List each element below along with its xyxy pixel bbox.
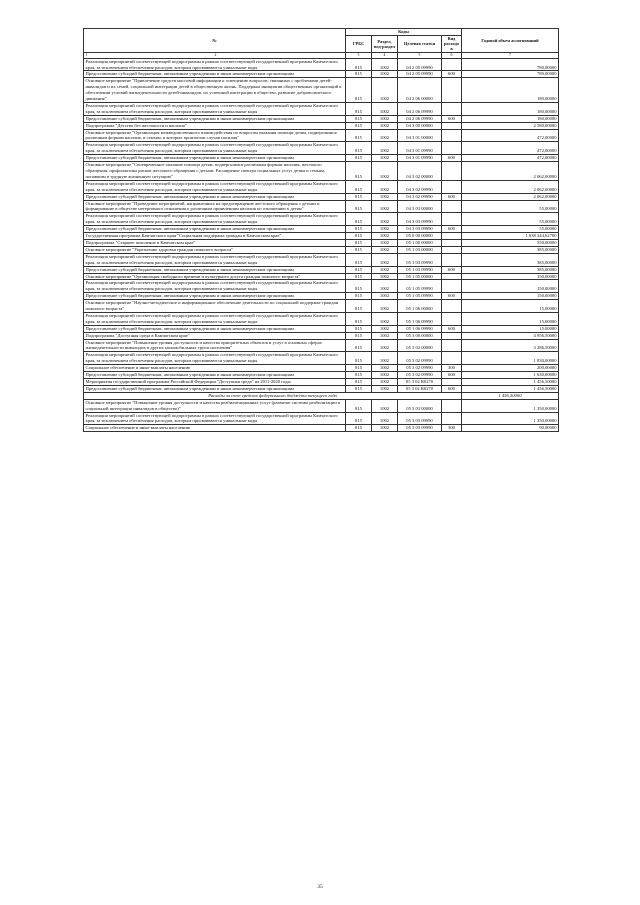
row-name: Реализация мероприятий соответствующей подпрограммы в рамках соответствующей государственной программы Камчатского края, за исключением обеспечения расходов, которым присваиваются уникальные коды	[84, 180, 346, 193]
row-name: Реализация мероприятий соответствующей подпрограммы в рамках соответствующей государственной программы Камчатского края, за исключением обеспечения расходов, которым присваиваются уникальные коды	[84, 102, 346, 115]
row-sum: 2 062,00000	[462, 162, 559, 181]
row-name: Предоставление субсидий бюджетным, автономным учреждениям и иным некоммерческим организациям	[84, 325, 346, 332]
row-name: Предоставление субсидий бюджетным, автономным учреждениям и иным некоммерческим организациям	[84, 266, 346, 273]
row-section: 1002	[372, 226, 398, 233]
row-section: 1002	[372, 300, 398, 313]
row-section: 1002	[372, 162, 398, 181]
row-target: 04 2 06 00000	[398, 78, 442, 103]
row-section: 1002	[372, 412, 398, 425]
row-sum: 4 956,50000	[462, 332, 559, 339]
row-section: 1002	[372, 293, 398, 300]
row-target: 04 2 06 09990	[398, 115, 442, 122]
table-row	[84, 233, 559, 240]
row-name: Предоставление субсидий бюджетным, автономным учреждениям и иным некоммерческим организациям	[84, 155, 346, 162]
row-target: 05 3 02 09990	[398, 352, 442, 365]
row-section: 1002	[372, 233, 398, 240]
row-target: 04 3 02 09990	[398, 193, 442, 200]
row-sum: 472,00000	[462, 142, 559, 155]
row-sum: 200,00000	[462, 365, 559, 372]
row-sum: 150,00000	[462, 293, 559, 300]
row-target: 04 2 06 09990	[398, 102, 442, 115]
row-name: Социальное обеспечение и иные выплаты населению	[84, 425, 346, 432]
row-vr	[442, 273, 462, 280]
row-grbs: 815	[346, 325, 372, 332]
row-name: Государственная программа Камчатского края "Социальная поддержка граждан в Камчатском крае"	[84, 233, 346, 240]
table-row	[84, 273, 559, 280]
row-section: 1002	[372, 312, 398, 325]
table-row	[84, 226, 559, 233]
table-row	[84, 266, 559, 273]
row-grbs: 815	[346, 399, 372, 412]
row-grbs: 815	[346, 213, 372, 226]
row-sum: 1 350,00000	[462, 412, 559, 425]
row-section: 1002	[372, 372, 398, 379]
row-grbs: 815	[346, 78, 372, 103]
row-vr	[442, 122, 462, 129]
table-row	[84, 365, 559, 372]
row-sum: 385,00000	[462, 246, 559, 253]
row-section: 1002	[372, 273, 398, 280]
row-grbs: 815	[346, 233, 372, 240]
table-row	[84, 115, 559, 122]
row-grbs: 815	[346, 293, 372, 300]
table-row	[84, 332, 559, 339]
table-row	[84, 246, 559, 253]
row-sum: 55,00000	[462, 213, 559, 226]
row-target: 05 1 00 00000	[398, 239, 442, 246]
row-vr: 300	[442, 425, 462, 432]
row-name: Мероприятия государственной программы Российской Федерации "Доступная среда" на 2011-2020 годы	[84, 379, 346, 386]
index-cell: 3	[346, 52, 372, 58]
row-target: 05 3 02 R0270	[398, 385, 442, 392]
table-row	[84, 180, 559, 193]
row-sum: 15,00000	[462, 300, 559, 313]
row-sum: 1 638 344,62700	[462, 233, 559, 240]
table-row	[84, 102, 559, 115]
table-row	[84, 425, 559, 432]
row-name: Основное мероприятие "Своевременное оказание помощи детям, подвергшимся различным формам насилия, жестокого обращения, профилактика рисков жестокого обращения с детьми. Расширение спектра социальных услуг детям и семьям, попавшим в трудную жизненную ситуацию"	[84, 162, 346, 181]
row-vr	[442, 246, 462, 253]
row-grbs: 815	[346, 266, 372, 273]
row-name: Основное мероприятие "Повышение уровня доступности и качества реабилитационных услуг (развитие системы реабилитации и социальной интеграции инвалидов в общество)"	[84, 399, 346, 412]
row-vr	[442, 58, 462, 71]
row-section: 1002	[372, 365, 398, 372]
row-vr	[442, 379, 462, 386]
table-row	[84, 293, 559, 300]
row-section: 1002	[372, 253, 398, 266]
row-target: 04 3 03 09990	[398, 226, 442, 233]
row-section: 1002	[372, 379, 398, 386]
row-section: 1002	[372, 339, 398, 352]
row-grbs: 815	[346, 425, 372, 432]
row-sum: 780,00000	[462, 58, 559, 71]
row-name: Реализация мероприятий соответствующей подпрограммы в рамках соответствующей государственной программы Камчатского края, за исключением обеспечения расходов, которым присваиваются уникальные коды	[84, 213, 346, 226]
row-grbs: 815	[346, 122, 372, 129]
row-grbs: 815	[346, 200, 372, 213]
table-row	[84, 142, 559, 155]
row-target: 05 1 05 09990	[398, 293, 442, 300]
row-name: Подпрограмма "Старшее поколение в Камчатском крае"	[84, 239, 346, 246]
row-sum: 1 350,00000	[462, 399, 559, 412]
row-target: 04 3 00 00000	[398, 122, 442, 129]
row-section: 1002	[372, 155, 398, 162]
row-section: 1002	[372, 71, 398, 78]
row-name: Предоставление субсидий бюджетным, автономным учреждениям и иным некоммерческим организациям	[84, 226, 346, 233]
row-vr	[442, 78, 462, 103]
table-row	[84, 155, 559, 162]
table-row	[84, 325, 559, 332]
row-sum: 1 456,50000	[462, 392, 559, 399]
row-section: 1002	[372, 78, 398, 103]
page-number: 35	[317, 884, 323, 890]
row-sum: 385,00000	[462, 253, 559, 266]
row-target: 05 3 02 R0270	[398, 379, 442, 386]
row-grbs: 815	[346, 379, 372, 386]
row-vr	[442, 102, 462, 115]
row-grbs: 815	[346, 115, 372, 122]
row-sum: 150,00000	[462, 280, 559, 293]
header-codes: Коды	[346, 29, 462, 36]
row-grbs: 815	[346, 300, 372, 313]
row-grbs: 815	[346, 365, 372, 372]
row-name: Реализация мероприятий соответствующей подпрограммы в рамках соответствующей государственной программы Камчатского края, за исключением обеспечения расходов, которым присваиваются уникальные коды	[84, 58, 346, 71]
row-target: 05 1 05 09990	[398, 280, 442, 293]
row-target: 04 3 03 00000	[398, 200, 442, 213]
row-sum: 180,00000	[462, 115, 559, 122]
row-grbs: 815	[346, 129, 372, 142]
row-section: 1002	[372, 58, 398, 71]
row-grbs: 815	[346, 412, 372, 425]
row-sum: 55,00000	[462, 200, 559, 213]
row-sum: 1 456,50000	[462, 385, 559, 392]
row-target: 05 1 06 00000	[398, 300, 442, 313]
row-sum: 90,00000	[462, 425, 559, 432]
row-section: 1002	[372, 352, 398, 365]
row-target: 04 3 01 00000	[398, 129, 442, 142]
row-sum: 472,00000	[462, 155, 559, 162]
row-grbs: 815	[346, 280, 372, 293]
row-grbs: 815	[346, 332, 372, 339]
row-name: Подпрограмма "Доступная среда в Камчатском крае"	[84, 332, 346, 339]
row-grbs: 815	[346, 372, 372, 379]
row-name: Реализация мероприятий соответствующей подпрограммы в рамках соответствующей государственной программы Камчатского края, за исключением обеспечения расходов, которым присваиваются уникальные коды	[84, 312, 346, 325]
row-sum: 472,00000	[462, 129, 559, 142]
table-row	[84, 352, 559, 365]
row-name: Реализация мероприятий соответствующей подпрограммы в рамках соответствующей государственной программы Камчатского края, за исключением обеспечения расходов, которым присваиваются уникальные коды	[84, 253, 346, 266]
row-grbs: 815	[346, 246, 372, 253]
row-section: 1002	[372, 325, 398, 332]
table-row	[84, 312, 559, 325]
row-section: 1002	[372, 332, 398, 339]
row-target: 04 2 05 09990	[398, 58, 442, 71]
row-target: 04 3 03 09990	[398, 213, 442, 226]
row-vr	[442, 162, 462, 181]
index-cell: 5	[398, 52, 442, 58]
row-section: 1002	[372, 200, 398, 213]
row-vr: 600	[442, 155, 462, 162]
row-sum: 1 456,50000	[462, 379, 559, 386]
row-name: Основное мероприятие "Повышение уровня доступности и качества приоритетных объектов и услуг в основных сферах жизнедеятельности инвалидов и других маломобильных групп населения"	[84, 339, 346, 352]
row-section: 1002	[372, 142, 398, 155]
table-body	[84, 58, 559, 432]
row-vr: 600	[442, 226, 462, 233]
row-name: Основное мероприятие "Научно-методическое и информационное обеспечение деятельности по социальной поддержке граждан пожилого возраста"	[84, 300, 346, 313]
row-vr	[442, 339, 462, 352]
table-row	[84, 71, 559, 78]
row-target: 05 3 02 09990	[398, 365, 442, 372]
row-name: Предоставление субсидий бюджетным, автономным учреждениям и иным некоммерческим организациям	[84, 193, 346, 200]
table-row	[84, 339, 559, 352]
row-grbs: 815	[346, 180, 372, 193]
table-row	[84, 193, 559, 200]
row-name: Реализация мероприятий соответствующей подпрограммы в рамках соответствующей государственной программы Камчатского края, за исключением обеспечения расходов, которым присваиваются уникальные коды	[84, 280, 346, 293]
row-name: Основное мероприятие "Привлечение средств массовой информации к освещению вопросов, связанных с проблемами детей-инвалидов и их семей, социальной интеграции детей в общественную жизнь. Поддержка инициатив общественных организаций в обеспечении условий жизнедеятельности детей-инвалидов, их успешной интеграции в общество, развитие добровольческого движения"	[84, 78, 346, 103]
row-grbs: 815	[346, 226, 372, 233]
row-vr	[442, 352, 462, 365]
row-section: 1002	[372, 213, 398, 226]
row-grbs: 815	[346, 155, 372, 162]
row-target: 05 3 02 00000	[398, 339, 442, 352]
table-row	[84, 399, 559, 412]
table-row	[84, 280, 559, 293]
row-grbs: 815	[346, 273, 372, 280]
row-section: 1002	[372, 102, 398, 115]
row-target: 05 3 03 09990	[398, 425, 442, 432]
header-section: Раздел, под-раздел	[372, 36, 398, 53]
row-sum: 55,00000	[462, 226, 559, 233]
row-vr: 600	[442, 266, 462, 273]
row-section: 1002	[372, 385, 398, 392]
row-vr: 600	[442, 385, 462, 392]
row-target: 04 2 05 09990	[398, 71, 442, 78]
row-name: Предоставление субсидий бюджетным, автономным учреждениям и иным некоммерческим организациям	[84, 372, 346, 379]
row-name: Предоставление субсидий бюджетным, автономным учреждениям и иным некоммерческим организациям	[84, 293, 346, 300]
row-sum: 180,00000	[462, 102, 559, 115]
row-target: 04 3 01 09990	[398, 155, 442, 162]
row-vr: 600	[442, 372, 462, 379]
row-sum: 3 286,50000	[462, 339, 559, 352]
row-target: 05 3 02 09990	[398, 372, 442, 379]
row-sum: 385,00000	[462, 266, 559, 273]
row-grbs: 815	[346, 352, 372, 365]
row-vr	[442, 213, 462, 226]
row-vr: 300	[442, 365, 462, 372]
row-note: Расходы за счет средств федерального бюджета текущего года	[84, 392, 462, 399]
table-row	[84, 385, 559, 392]
row-vr	[442, 412, 462, 425]
index-cell: 4	[372, 52, 398, 58]
row-name: Основное мероприятие "Укрепление здоровья граждан пожилого возраста"	[84, 246, 346, 253]
index-cell: 2	[214, 53, 217, 58]
row-section: 1002	[372, 246, 398, 253]
row-section: 1002	[372, 193, 398, 200]
row-section: 1002	[372, 425, 398, 432]
table-row	[84, 162, 559, 181]
table-row	[84, 58, 559, 71]
row-name: Реализация мероприятий соответствующей подпрограммы в рамках соответствующей государственной программы Камчатского края, за исключением обеспечения расходов, которым присваиваются уникальные коды	[84, 412, 346, 425]
row-vr	[442, 180, 462, 193]
row-sum: 1 830,00000	[462, 352, 559, 365]
row-target: 05 1 03 09990	[398, 266, 442, 273]
row-name: Реализация мероприятий соответствующей подпрограммы в рамках соответствующей государственной программы Камчатского края, за исключением обеспечения расходов, которым присваиваются уникальные коды	[84, 352, 346, 365]
row-grbs: 815	[346, 58, 372, 71]
row-target: 04 3 02 09990	[398, 180, 442, 193]
row-vr	[442, 280, 462, 293]
row-grbs: 815	[346, 385, 372, 392]
row-name: Реализация мероприятий соответствующей подпрограммы в рамках соответствующей государственной программы Камчатского края, за исключением обеспечения расходов, которым присваиваются уникальные коды	[84, 142, 346, 155]
header-grbs: ГРБС	[346, 36, 372, 53]
row-grbs: 815	[346, 312, 372, 325]
row-name: Основное мероприятие "Организация межведомственного взаимодействия по вопросам оказания помощи детям, подвергшимся различным формам насилия, и семьям, в которых произошли случаи насилия"	[84, 129, 346, 142]
row-sum: 1 630,00000	[462, 372, 559, 379]
header-num: №	[84, 29, 346, 53]
row-section: 1002	[372, 129, 398, 142]
row-section: 1002	[372, 239, 398, 246]
table-row	[84, 78, 559, 103]
table-row	[84, 122, 559, 129]
row-name: Подпрограмма "Детство без жестокости и насилия"	[84, 122, 346, 129]
row-section: 1002	[372, 399, 398, 412]
table-header	[84, 29, 559, 59]
row-name: Предоставление субсидий бюджетным, автономным учреждениям и иным некоммерческим организациям	[84, 385, 346, 392]
row-target: 05 1 06 09990	[398, 312, 442, 325]
row-target: 05 3 03 00000	[398, 399, 442, 412]
row-target: 05 1 06 09990	[398, 325, 442, 332]
index-cell: 6	[442, 52, 462, 58]
row-vr: 600	[442, 71, 462, 78]
header-total: Годовой объем ассигнований	[462, 29, 559, 53]
row-vr	[442, 332, 462, 339]
table-row	[84, 379, 559, 386]
row-grbs: 815	[346, 71, 372, 78]
row-sum: 15,00000	[462, 312, 559, 325]
row-vr	[442, 312, 462, 325]
header-vr: Вид расходов	[442, 36, 462, 53]
row-sum: 780,00000	[462, 71, 559, 78]
row-vr	[442, 253, 462, 266]
table-row	[84, 253, 559, 266]
header-target: Целевая статья	[398, 36, 442, 53]
table-row	[84, 213, 559, 226]
row-target: 04 3 01 09990	[398, 142, 442, 155]
table-row	[84, 239, 559, 246]
row-grbs: 815	[346, 193, 372, 200]
table-row	[84, 129, 559, 142]
table-row	[84, 300, 559, 313]
row-vr: 600	[442, 325, 462, 332]
row-grbs: 815	[346, 239, 372, 246]
row-sum: 550,00000	[462, 239, 559, 246]
row-sum: 15,00000	[462, 325, 559, 332]
row-target: 05 3 00 00000	[398, 332, 442, 339]
index-cell: 1	[85, 53, 88, 58]
row-grbs: 815	[346, 102, 372, 115]
table-row	[84, 412, 559, 425]
row-name: Социальное обеспечение и иные выплаты населению	[84, 365, 346, 372]
row-vr	[442, 142, 462, 155]
row-section: 1002	[372, 266, 398, 273]
row-vr	[442, 300, 462, 313]
row-target: 05 1 05 00000	[398, 273, 442, 280]
table-row	[84, 392, 559, 399]
row-name: Предоставление субсидий бюджетным, автономным учреждениям и иным некоммерческим организациям	[84, 115, 346, 122]
row-name: Основное мероприятие "Проведение мероприятий, направленных на предотвращение жестокого обращения с детьми и формирование в обществе нетерпимого отношения к различным проявлениям насилия по отношению к детям"	[84, 200, 346, 213]
row-target: 05 1 03 09990	[398, 253, 442, 266]
row-vr	[442, 233, 462, 240]
row-sum: 2 062,00000	[462, 193, 559, 200]
row-grbs: 815	[346, 142, 372, 155]
row-target: 05 1 03 00000	[398, 246, 442, 253]
row-vr: 600	[442, 293, 462, 300]
row-name: Предоставление субсидий бюджетным, автономным учреждениям и иным некоммерческим организациям	[84, 71, 346, 78]
row-section: 1002	[372, 280, 398, 293]
row-grbs: 815	[346, 339, 372, 352]
row-vr: 600	[442, 193, 462, 200]
index-cell: 7	[462, 52, 559, 58]
row-grbs: 815	[346, 253, 372, 266]
row-sum: 150,00000	[462, 273, 559, 280]
row-target: 05 3 03 09990	[398, 412, 442, 425]
row-name: Основное мероприятие "Организация свободного времени и культурного досуга граждан пожилого возраста"	[84, 273, 346, 280]
row-section: 1002	[372, 180, 398, 193]
row-target: 04 3 02 00000	[398, 162, 442, 181]
row-section: 1002	[372, 122, 398, 129]
table-row	[84, 372, 559, 379]
row-sum: 180,00000	[462, 78, 559, 103]
row-sum: 2 580,00000	[462, 122, 559, 129]
row-vr	[442, 129, 462, 142]
table-row	[84, 200, 559, 213]
row-vr	[442, 239, 462, 246]
row-sum: 2 062,00000	[462, 180, 559, 193]
row-vr	[442, 399, 462, 412]
budget-table	[83, 28, 559, 432]
row-vr: 600	[442, 115, 462, 122]
row-target: 05 0 00 00000	[398, 233, 442, 240]
row-grbs: 815	[346, 162, 372, 181]
row-vr	[442, 200, 462, 213]
row-section: 1002	[372, 115, 398, 122]
